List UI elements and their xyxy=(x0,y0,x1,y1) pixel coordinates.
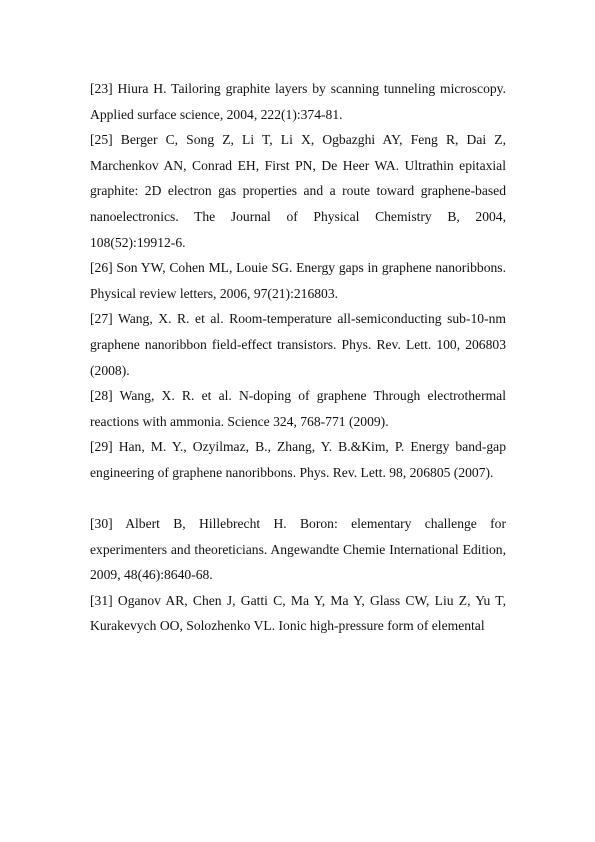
reference-23: [23] Hiura H. Tailoring graphite layers by scanning tunneling microscopy. Applied surface science, 2004, 222(1):374-81. xyxy=(90,81,506,122)
reference-26: [26] Son YW, Cohen ML, Louie SG. Energy gaps in graphene nanoribbons. Physical review letters, 2006, 97(21):216803. xyxy=(90,260,506,301)
reference-29: [29] Han, M. Y., Ozyilmaz, B., Zhang, Y. B.&Kim, P. Energy band-gap engineering of graphene nanoribbons. Phys. Rev. Lett. 98, 206805 (2007). xyxy=(90,439,506,480)
reference-list xyxy=(90,76,506,639)
reference-30: [30] Albert B, Hillebrecht H. Boron: elementary challenge for experimenters and theoreticians. Angewandte Chemie International Edition, 2009, 48(46):8640-68. xyxy=(90,516,506,583)
reference-31: [31] Oganov AR, Chen J, Gatti C, Ma Y, Ma Y, Glass CW, Liu Z, Yu T, Kurakevych OO, Solozhenko VL. Ionic high-pressure form of elemental xyxy=(90,592,506,634)
reference-25: [25] Berger C, Song Z, Li T, Li X, Ogbazghi AY, Feng R, Dai Z, Marchenkov AN, Conrad EH, First PN, De Heer WA. Ultrathin epitaxial graphite: 2D electron gas properties and a route toward graphene-based nanoelectronics. The Journal of Physical Chemistry B, 2004, 108(52):19912-6. xyxy=(90,132,506,250)
reference-28: [28] Wang, X. R. et al. N-doping of graphene Through electrothermal reactions with ammonia. Science 324, 768-771 (2009). xyxy=(90,388,506,429)
reference-27: [27] Wang, X. R. et al. Room-temperature all-semiconducting sub-10-nm graphene nanoribbon field-effect transistors. Phys. Rev. Lett. 100, 206803 (2008). xyxy=(90,311,506,378)
